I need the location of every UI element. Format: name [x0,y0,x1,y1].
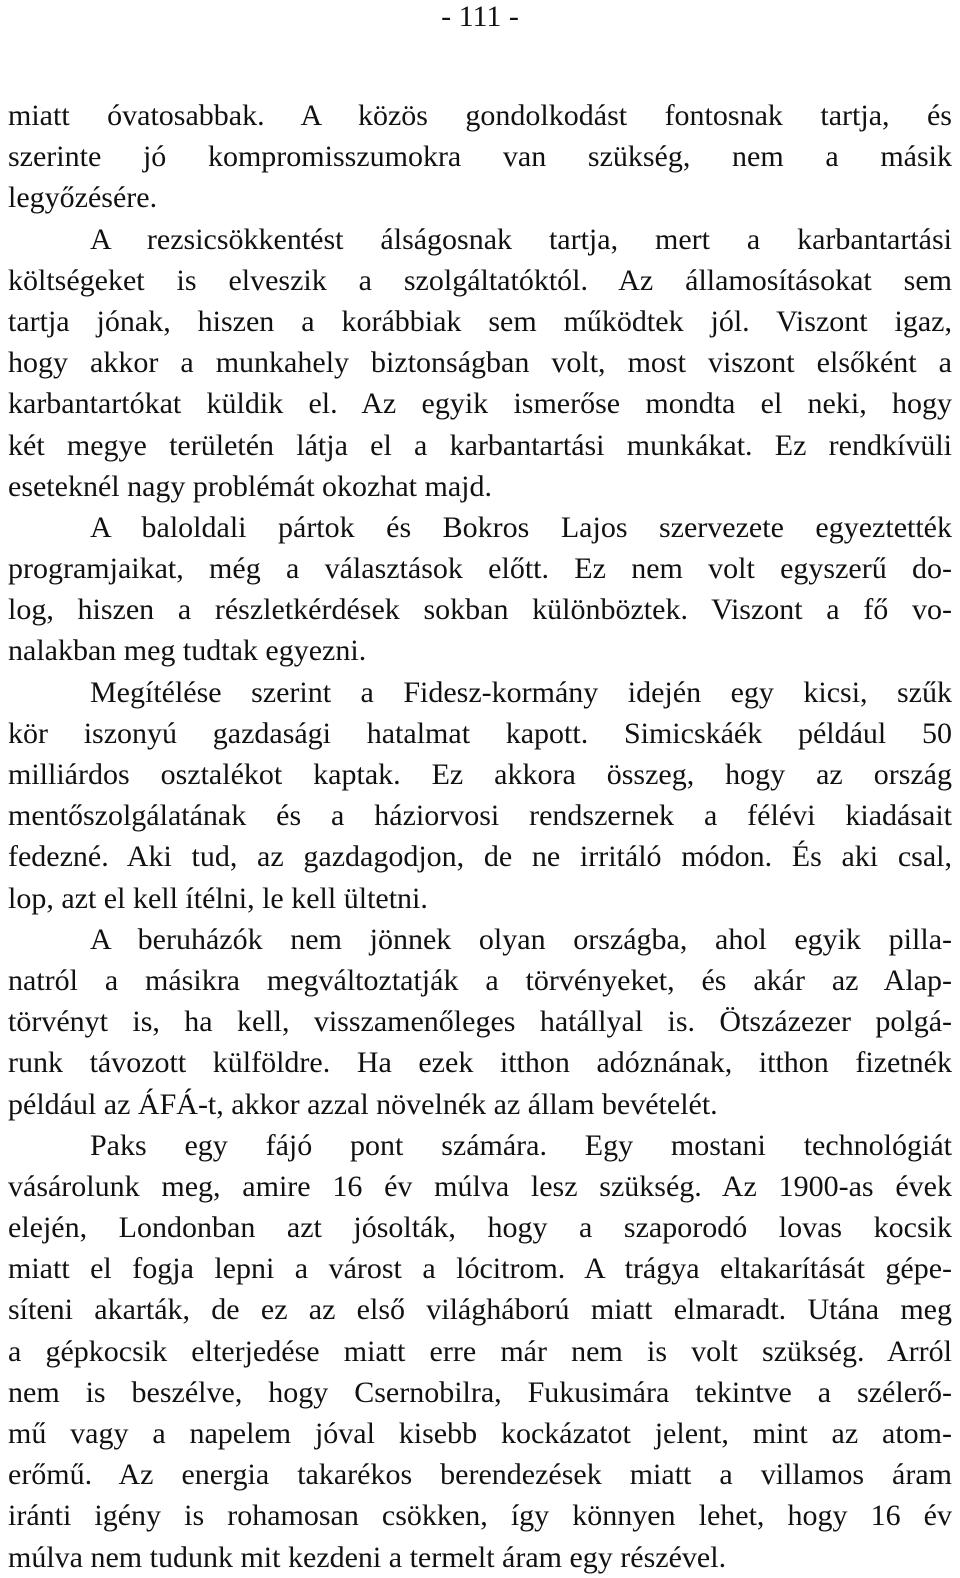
text-line: költségeket is elveszik a szolgáltatóktól. Az államosításokat sem [8,263,952,297]
text-line: A beruházók nem jönnek olyan országba, ahol egyik pilla- [90,922,952,956]
text-line: két megye területén látja el a karbantartási munkákat. Ez rendkívüli [8,428,952,462]
text-line: eseteknél nagy problémát okozhat majd. [8,469,492,503]
text-line: a gépkocsik elterjedése miatt erre már nem is volt szükség. Arról [8,1334,952,1368]
text-line: iránti igény is rohamosan csökken, így könnyen lehet, hogy 16 év [8,1499,952,1533]
text-line: legyőzésére. [8,181,158,215]
text-line: lop, azt el kell ítélni, le kell ültetni. [8,881,428,915]
text-line: nalakban meg tudtak egyezni. [8,634,367,668]
text-line: A baloldali pártok és Bokros Lajos szervezete egyeztették [90,510,952,544]
text-line: Megítélése szerint a Fidesz-kormány idején egy kicsi, szűk [90,675,952,709]
text-line: például az ÁFÁ-t, akkor azzal növelnék az állam bevételét. [8,1087,718,1121]
text-line: tartja jónak, hiszen a korábbiak sem működtek jól. Viszont igaz, [8,304,952,338]
text-line: mentőszolgálatának és a háziorvosi rendszernek a félévi kiadásait [8,799,952,833]
text-line: elején, Londonban azt jósolták, hogy a szaporodó lovas kocsik [8,1211,952,1245]
text-line: síteni akarták, de ez az első világháború miatt elmaradt. Utána meg [8,1293,952,1327]
text-line: miatt el fogja lepni a várost a lócitrom. A trágya eltakarítását gépe- [8,1252,952,1286]
text-line: runk távozott külföldre. Ha ezek itthon adóznának, itthon fizetnék [8,1046,952,1080]
text-line: programjaikat, még a választások előtt. Ez nem volt egyszerű do- [8,552,952,586]
text-line: Paks egy fájó pont számára. Egy mostani technológiát [90,1128,952,1162]
text-line: milliárdos osztalékot kaptak. Ez akkora összeg, hogy az ország [8,758,952,791]
text-line: karbantartókat küldik el. Az egyik ismerőse mondta el neki, hogy [8,387,952,421]
text-line: nem is beszélve, hogy Csernobilra, Fukusimára tekintve a szélerő- [8,1375,952,1409]
text-line: múlva nem tudunk mit kezdeni a termelt áram egy részével. [8,1540,727,1574]
text-line: hogy akkor a munkahely biztonságban volt, most viszont elsőként a [8,346,952,380]
text-line: kör iszonyú gazdasági hatalmat kapott. Simicskáék például 50 [8,716,952,750]
text-line: natról a másikra megváltoztatják a törvényeket, és akár az Alap- [8,963,952,997]
text-line: mű vagy a napelem jóval kisebb kockázatot jelent, mint az atom- [8,1417,952,1450]
text-line: A rezsicsökkentést álságosnak tartja, mert a karbantartási [90,222,952,256]
text-line: szerinte jó kompromisszumokra van szükség, nem a másik [8,140,952,174]
text-line: vásárolunk meg, amire 16 év múlva lesz szükség. Az 1900-as évek [8,1169,952,1203]
text-line: fedezné. Aki tud, az gazdagodjon, de ne irritáló módon. És aki csal, [8,840,952,874]
text-line: miatt óvatosabbak. A közös gondolkodást fontosnak tartja, és [8,99,952,132]
text-line: erőmű. Az energia takarékos berendezések miatt a villamos áram [8,1458,952,1492]
page-number: - 111 - [441,0,519,33]
text-line: törvényt is, ha kell, visszamenőleges hatállyal is. Ötszázezer polgá- [8,1005,952,1039]
document-body [8,95,952,1578]
text-line: log, hiszen a részletkérdések sokban különböztek. Viszont a fő vo- [8,593,952,627]
